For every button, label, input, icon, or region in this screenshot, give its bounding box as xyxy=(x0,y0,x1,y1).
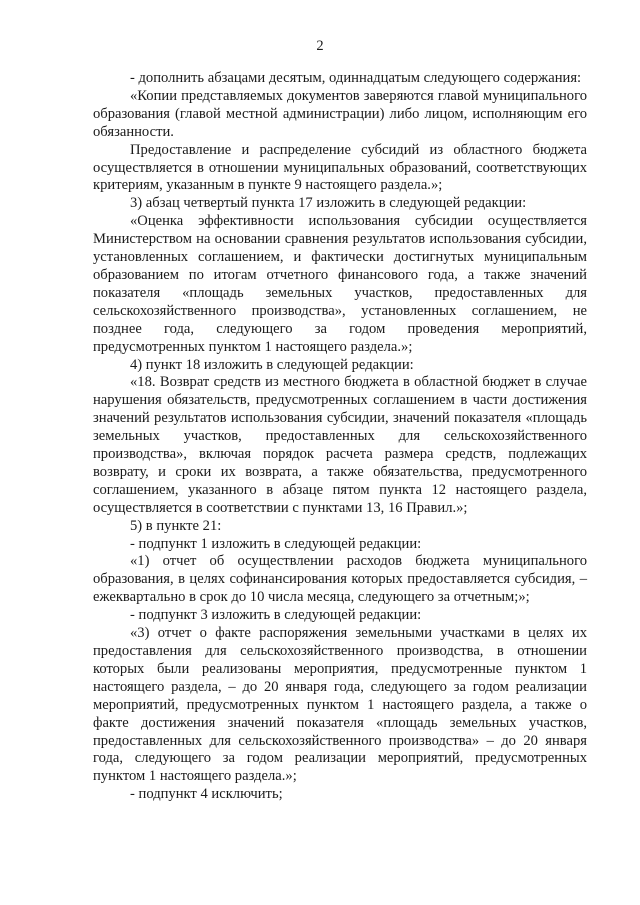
paragraph: «1) отчет об осуществлении расходов бюджета муниципального образования, в целях софинансирования которых предоставляется субсидия, – ежеквартально в срок до 10 числа месяца, следующего за отчетным;»; xyxy=(93,553,587,606)
paragraph: Предоставление и распределение субсидий из областного бюджета осуществляется в отношении муниципальных образований, соответствующих критериям, указанным в пункте 9 настоящего раздела.»; xyxy=(93,141,587,194)
paragraph: «3) отчет о факте распоряжения земельными участками в целях их предоставления для сельскохозяйственного производства, в отношении которых были реализованы мероприятия, предусмотренные пунктом 1 настоящего раздела, – до 20 января года, следующего за годом реализации мероприятий, предусмотренных пунктом 1 настоящего раздела, а также о факте достижения значений показателя «площадь земельных участков, предоставленных для сельскохозяйственного производства» – до 20 января года, следующего за годом реализации мероприятий, предусмотренных пунктом 1 настоящего раздела.»; xyxy=(93,625,587,785)
paragraph: 4) пункт 18 изложить в следующей редакции: xyxy=(130,356,414,373)
paragraph: - дополнить абзацами десятым, одиннадцатым следующего содержания: xyxy=(130,70,582,86)
page-number: 2 xyxy=(316,38,324,54)
paragraph: 5) в пункте 21: xyxy=(130,517,222,534)
document-body xyxy=(93,70,587,804)
paragraph: «Копии представляемых документов заверяются главой муниципального образования (главой местной администрации) либо лицом, исполняющим его обязанности. xyxy=(93,87,587,140)
paragraph: «Оценка эффективности использования субсидии осуществляется Министерством на основании сравнения результатов использования субсидии, установленных соглашением, и фактически достигнутых муниципальным образованием по итогам отчетного финансового года, а также значений показателя «площадь земельных участков, предоставленных для сельскохозяйственного производства», установленных соглашением, не позднее года, следующего за годом проведения мероприятий, предусмотренных пунктом 1 настоящего раздела.»; xyxy=(93,213,587,355)
paragraph: «18. Возврат средств из местного бюджета в областной бюджет в случае нарушения обязательств, предусмотренных соглашением в части достижения значений результатов использования субсидии, значений показателя «площадь земельных участков, предоставленных для сельскохозяйственного производства», включая порядок расчета размера средств, подлежащих возврату, и сроки их возврата, а также обязательства, предусмотренного соглашением, указанного в абзаце пятом пункта 12 настоящего раздела, осуществляется в соответствии с пунктами 13, 16 Правил.»; xyxy=(93,374,587,516)
paragraph: 3) абзац четвертый пункта 17 изложить в следующей редакции: xyxy=(130,195,527,212)
paragraph: - подпункт 1 изложить в следующей редакции: xyxy=(130,535,422,552)
paragraph: - подпункт 4 исключить; xyxy=(130,786,283,803)
paragraph: - подпункт 3 изложить в следующей редакции: xyxy=(130,607,422,624)
